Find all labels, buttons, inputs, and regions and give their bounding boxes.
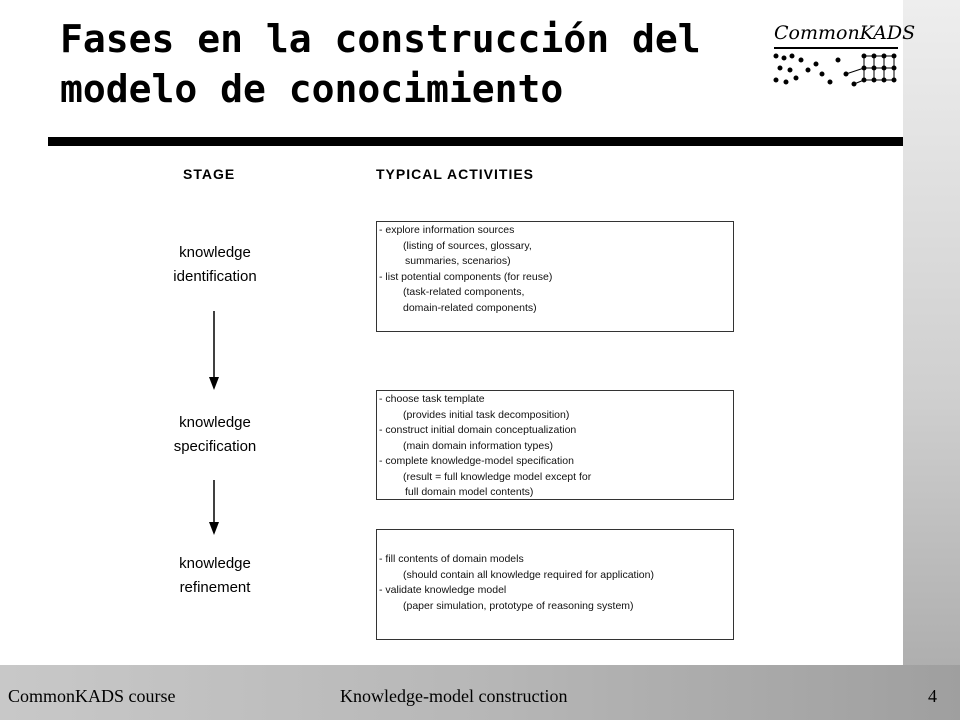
stage-label-line-2: specification [173,438,257,455]
activity-line: - complete knowledge-model specification [379,455,574,467]
stage-label-line-1: knowledge [179,555,251,572]
stage-label-line-2: identification [173,268,257,285]
footer-course-name: CommonKADS course [8,686,176,706]
activity-line: (task-related components, [403,286,525,298]
slide-title [60,14,740,114]
flow-arrow-down-2 [205,480,223,536]
title-underline [48,137,903,146]
slide-title-line-2: modelo de conocimiento [60,67,564,111]
activity-line: (listing of sources, glossary, [403,239,532,252]
footer-slide-topic: Knowledge-model construction [340,686,568,706]
stage-knowledge-specification [150,411,280,459]
activity-line: (paper simulation, prototype of reasoning system) [403,599,634,612]
activity-line: - validate knowledge model [379,584,507,596]
stage-knowledge-identification [150,241,280,289]
activity-line: (main domain information types) [403,439,553,452]
activity-line: (provides initial task decomposition) [403,408,570,421]
logo-dot-network-icon [768,50,902,94]
activity-line: full domain model contents) [405,486,534,498]
activity-line: - explore information sources [379,224,515,236]
footer-page-number: 4 [928,686,937,706]
activity-line: - list potential components (for reuse) [379,270,553,283]
logo-text: CommonKADS [774,22,916,44]
slide-title-line-1: Fases en la construcción del [60,17,701,61]
activity-line: - construct initial domain conceptualization [379,424,577,436]
activities-box-identification [376,221,734,332]
activity-line: (result = full knowledge model except for [403,470,592,483]
activities-box-refinement [376,529,734,640]
activities-box-specification [376,390,734,500]
commonkads-logo [768,22,916,94]
stage-label-line-2: refinement [179,579,251,596]
activity-line: (should contain all knowledge required for application) [403,568,654,581]
slide-right-band [903,0,960,720]
stage-label-line-1: knowledge [179,244,251,261]
activity-line: - choose task template [379,393,485,405]
activity-line: domain-related components) [403,301,537,314]
activity-line: summaries, scenarios) [405,255,511,267]
flow-arrow-down-1 [205,311,223,391]
stage-knowledge-refinement [150,552,280,600]
activity-line: - fill contents of domain models [379,553,524,565]
stage-column-header: STAGE [183,166,236,182]
logo-underline [774,47,898,49]
stage-label-line-1: knowledge [179,414,251,431]
activities-column-header: TYPICAL ACTIVITIES [376,166,535,182]
